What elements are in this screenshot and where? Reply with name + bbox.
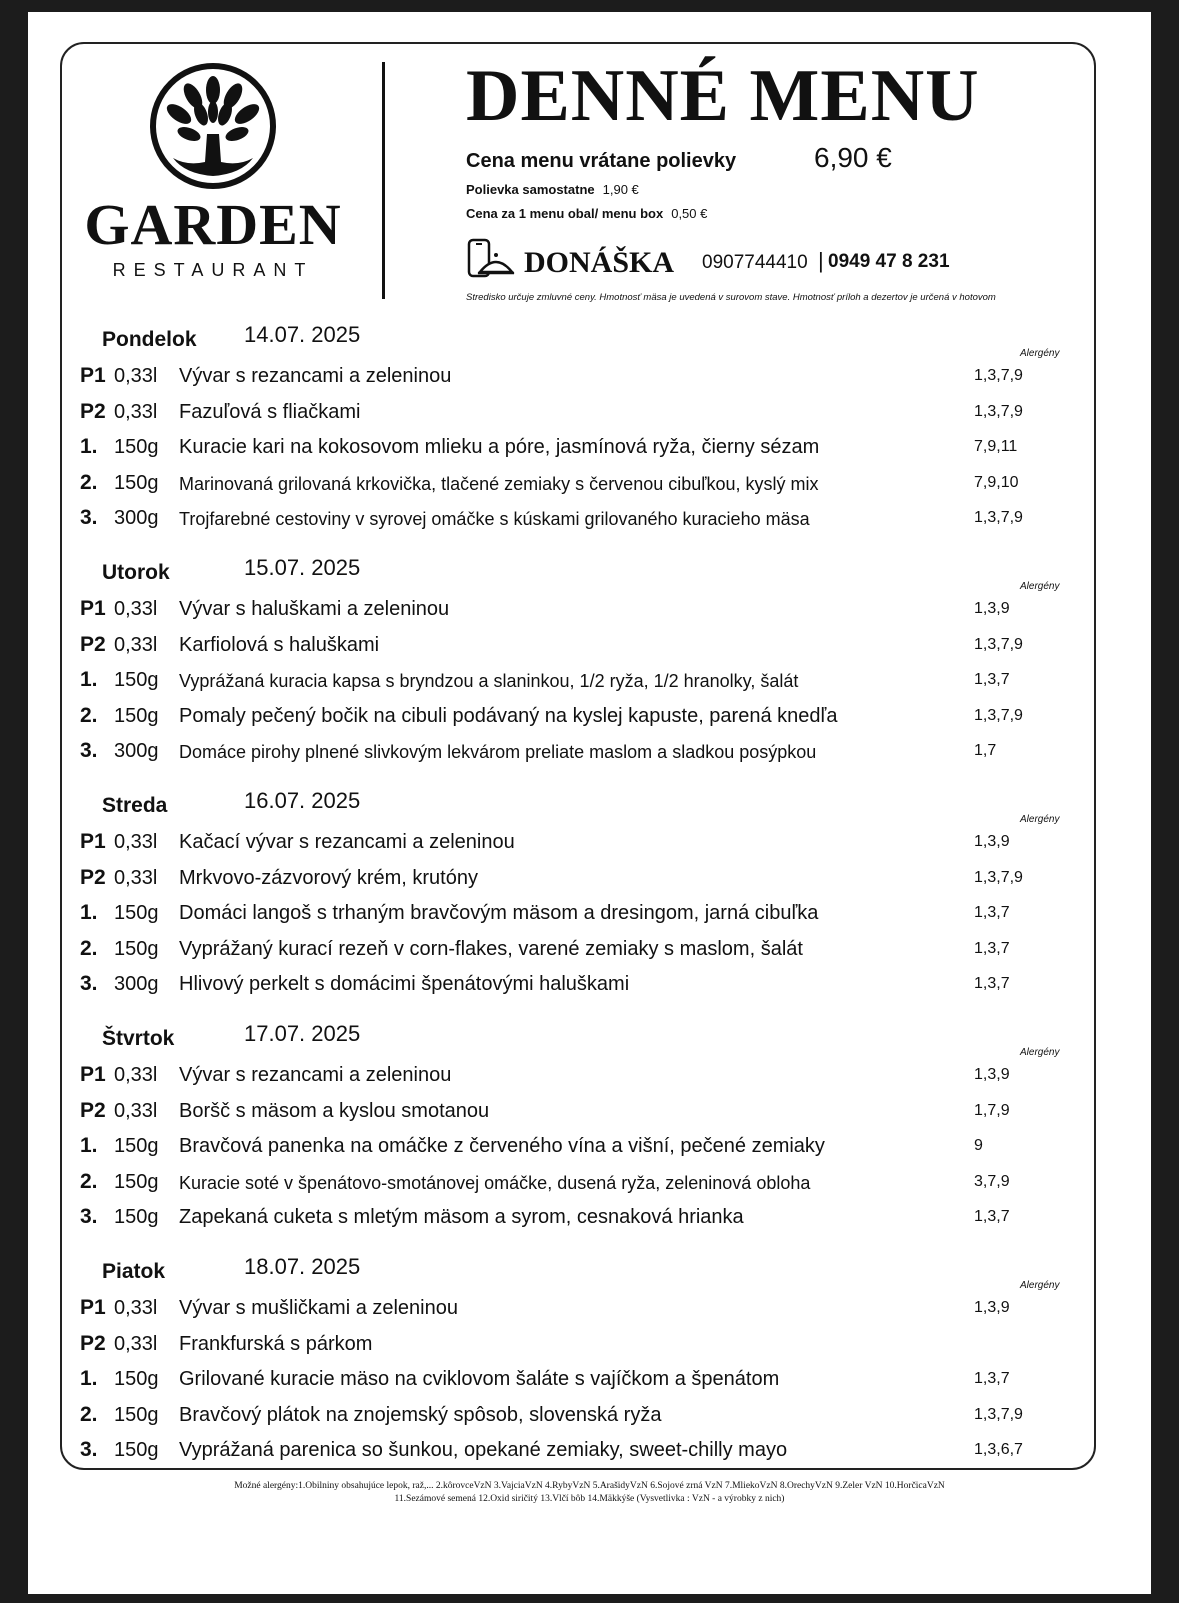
phone-number-2[interactable]: 0949 47 8 231 xyxy=(828,251,950,272)
item-code: 2. xyxy=(80,936,98,960)
item-dish: Vyprážaná kuracia kapsa s bryndzou a slaninkou, 1/2 ryža, 1/2 hranolky, šalát xyxy=(179,671,799,691)
item-quantity: 150g xyxy=(114,1135,159,1157)
day-name: Piatok xyxy=(102,1260,166,1283)
item-code: 2. xyxy=(80,1169,98,1193)
header-divider xyxy=(382,62,385,299)
item-allergens: 1,3,7 xyxy=(974,1208,1010,1225)
day-section xyxy=(80,788,1090,1000)
phone-number-1[interactable]: 0907744410 xyxy=(702,252,808,273)
item-dish: Frankfurská s párkom xyxy=(179,1332,373,1355)
item-allergens: 1,3,7,9 xyxy=(974,635,1023,653)
menu-item-row xyxy=(80,463,1090,499)
item-allergens: 1,3,6,7 xyxy=(974,1441,1023,1458)
allergens-header: Alergény xyxy=(1020,1047,1060,1058)
item-allergens: 1,3,7,9 xyxy=(974,868,1023,886)
item-quantity: 0,33l xyxy=(114,365,158,387)
day-date: 18.07. 2025 xyxy=(244,1254,361,1279)
menu-item-row xyxy=(80,589,1090,625)
item-allergens: 1,3,7,9 xyxy=(974,509,1023,526)
day-name: Utorok xyxy=(102,561,170,584)
item-quantity: 150g xyxy=(114,1170,159,1193)
menu-price-row xyxy=(466,142,1086,176)
item-code: 1. xyxy=(80,901,98,924)
item-quantity: 150g xyxy=(114,1403,159,1426)
item-code: 2. xyxy=(80,1402,98,1426)
menu-item-row xyxy=(80,1162,1090,1198)
item-quantity: 0,33l xyxy=(114,866,158,889)
item-allergens: 7,9,11 xyxy=(974,438,1018,455)
menu-item-row xyxy=(80,893,1090,929)
item-quantity: 150g xyxy=(114,704,159,727)
item-dish: Pomaly pečený bočik na cibuli podávaný na kyslej kapuste, parená knedľa xyxy=(179,704,838,727)
item-quantity: 150g xyxy=(114,1439,159,1461)
menu-item-row xyxy=(80,427,1090,463)
item-quantity: 150g xyxy=(114,436,159,458)
item-allergens: 1,3,7,9 xyxy=(974,1405,1023,1423)
pricing-note: Stredisko určuje zmluvné ceny. Hmotnosť mäsa je uvedená v surovom stave. Hmotnosť príloh a dezertov je určená v hotovom xyxy=(466,292,996,303)
item-dish: Marinovaná grilovaná krkovička, tlačené zemiaky s červenou cibuľkou, kyslý mix xyxy=(179,473,819,494)
item-allergens: 1,3,9 xyxy=(974,1066,1010,1083)
item-code: 3. xyxy=(80,1205,98,1228)
day-header xyxy=(80,1254,1090,1291)
menu-item-row xyxy=(80,1430,1090,1466)
menu-item-row xyxy=(80,929,1090,965)
allergen-legend xyxy=(28,1480,1151,1506)
menu-item-row xyxy=(80,858,1090,894)
item-code: P1 xyxy=(80,830,106,853)
restaurant-name: GARDEN xyxy=(84,192,342,257)
item-code: 2. xyxy=(80,470,98,494)
item-quantity: 300g xyxy=(114,740,159,762)
menu-item-row xyxy=(80,1055,1090,1091)
delivery-icon xyxy=(466,238,516,287)
item-code: 2. xyxy=(80,703,98,727)
item-code: 1. xyxy=(80,435,98,458)
item-code: P1 xyxy=(80,1296,106,1319)
item-code: 3. xyxy=(80,739,98,762)
page-title: DENNÉ MENU xyxy=(466,55,980,137)
day-section xyxy=(80,1021,1090,1233)
allergen-legend-line-2: 11.Sezámové semená 12.Oxid siričitý 13.Vlčí bôb 14.Mäkkýše (Vysvetlivka : VzN - a výrobky z nich) xyxy=(394,1494,785,1504)
menu-item-row xyxy=(80,392,1090,428)
menu-item-row xyxy=(80,1288,1090,1324)
day-name: Streda xyxy=(102,794,168,817)
item-code: P2 xyxy=(80,399,106,423)
box-price-value: 0,50 € xyxy=(671,206,708,221)
item-dish: Grilované kuracie mäso na cviklovom šaláte s vajíčkom a špenátom xyxy=(179,1368,780,1390)
item-dish: Vývar s rezancami a zeleninou xyxy=(179,1064,452,1086)
item-quantity: 0,33l xyxy=(114,633,158,656)
item-dish: Domáce pirohy plnené slivkovým lekvárom preliate maslom a sladkou posýpkou xyxy=(179,742,817,762)
item-allergens: 1,3,7 xyxy=(974,1370,1010,1387)
item-dish: Bravčová panenka na omáčke z červeného vína a višní, pečené zemiaky xyxy=(179,1135,825,1157)
menu-item-row xyxy=(80,1359,1090,1395)
menu-item-row xyxy=(80,964,1090,1000)
item-dish: Domáci langoš s trhaným bravčovým mäsom a dresingom, jarná cibuľka xyxy=(179,902,819,924)
item-quantity: 0,33l xyxy=(114,1332,158,1355)
menu-item-row xyxy=(80,1126,1090,1162)
item-allergens: 1,3,9 xyxy=(974,833,1010,850)
day-header xyxy=(80,1021,1090,1058)
day-date: 14.07. 2025 xyxy=(244,322,361,347)
item-quantity: 150g xyxy=(114,471,159,494)
item-quantity: 300g xyxy=(114,973,159,995)
menu-item-row xyxy=(80,731,1090,767)
item-quantity: 0,33l xyxy=(114,831,158,853)
menu-item-row xyxy=(80,625,1090,661)
menu-item-row xyxy=(80,356,1090,392)
item-code: 1. xyxy=(80,668,98,691)
item-dish: Kuracie soté v špenátovo-smotánovej omáčke, dusená ryža, zeleninová obloha xyxy=(179,1172,811,1193)
tree-icon xyxy=(149,62,277,190)
item-code: P1 xyxy=(80,1063,106,1086)
item-dish: Hlivový perkelt s domácimi špenátovými haluškami xyxy=(179,973,630,995)
item-dish: Vyprážaný kurací rezeň v corn-flakes, varené zemiaky s maslom, šalát xyxy=(179,937,803,960)
menu-item-row xyxy=(80,822,1090,858)
item-dish: Mrkvovo-zázvorový krém, krutóny xyxy=(179,866,478,889)
item-quantity: 300g xyxy=(114,507,159,529)
day-date: 16.07. 2025 xyxy=(244,788,361,813)
item-code: 1. xyxy=(80,1367,98,1390)
box-price-row xyxy=(466,206,1086,224)
soup-price-row xyxy=(466,182,1086,200)
item-quantity: 150g xyxy=(114,902,159,924)
item-quantity: 150g xyxy=(114,1206,159,1228)
allergen-legend-line-1: Možné alergény:1.Obilniny obsahujúce lepok, raž,... 2.kôrovceVzN 3.VajciaVzN 4.RybyVzN 5.ArašidyVzN 6.Sojové zrná VzN 7.MliekoVzN 8.OrechyVzN 9.Zeler VzN 10.HorčicaVzN xyxy=(234,1481,945,1491)
allergens-header: Alergény xyxy=(1020,348,1060,359)
item-code: 3. xyxy=(80,972,98,995)
item-allergens: 1,7,9 xyxy=(974,1101,1010,1119)
delivery-label: DONÁŠKA xyxy=(524,246,675,279)
soup-price-value: 1,90 € xyxy=(602,182,639,197)
item-quantity: 0,33l xyxy=(114,1064,158,1086)
menu-item-row xyxy=(80,660,1090,696)
item-dish: Vývar s haluškami a zeleninou xyxy=(179,598,450,620)
item-allergens: 7,9,10 xyxy=(974,473,1019,491)
allergens-header: Alergény xyxy=(1020,814,1060,825)
item-dish: Vývar s mušličkami a zeleninou xyxy=(179,1297,458,1319)
day-section xyxy=(80,1254,1090,1466)
menu-item-row xyxy=(80,1395,1090,1431)
day-date: 17.07. 2025 xyxy=(244,1021,361,1046)
item-allergens: 1,3,7,9 xyxy=(974,706,1023,724)
allergens-header: Alergény xyxy=(1020,1280,1060,1291)
menu-price-label: Cena menu vrátane polievky xyxy=(466,150,737,172)
item-dish: Karfiolová s haluškami xyxy=(179,633,380,656)
item-allergens: 1,3,7 xyxy=(974,975,1010,992)
item-dish: Boršč s mäsom a kyslou smotanou xyxy=(179,1099,490,1122)
soup-price-label: Polievka samostatne xyxy=(466,182,595,197)
item-code: P1 xyxy=(80,597,106,620)
day-name: Pondelok xyxy=(102,328,197,351)
item-code: P2 xyxy=(80,632,106,656)
box-price-label: Cena za 1 menu obal/ menu box xyxy=(466,206,664,221)
day-header xyxy=(80,555,1090,592)
item-allergens: 1,3,7,9 xyxy=(974,367,1023,384)
delivery-row xyxy=(466,238,1086,282)
item-allergens: 3,7,9 xyxy=(974,1172,1010,1190)
item-allergens: 9 xyxy=(974,1137,983,1154)
item-allergens: 1,3,7,9 xyxy=(974,402,1023,420)
item-dish: Kačací vývar s rezancami a zeleninou xyxy=(179,831,515,853)
menu-item-row xyxy=(80,498,1090,534)
restaurant-logo xyxy=(78,62,348,312)
menu-header xyxy=(466,55,1086,303)
item-quantity: 0,33l xyxy=(114,400,158,423)
day-header xyxy=(80,788,1090,825)
day-date: 15.07. 2025 xyxy=(244,555,361,580)
item-dish: Trojfarebné cestoviny v syrovej omáčke s kúskami grilovaného kuracieho mäsa xyxy=(179,509,810,529)
menu-item-row xyxy=(80,1197,1090,1233)
item-dish: Fazuľová s fliačkami xyxy=(179,400,361,423)
day-section xyxy=(80,322,1090,534)
item-code: 3. xyxy=(80,1438,98,1461)
item-quantity: 150g xyxy=(114,669,159,691)
item-dish: Bravčový plátok na znojemský spôsob, slovenská ryža xyxy=(179,1403,662,1426)
item-allergens: 1,3,9 xyxy=(974,1299,1010,1316)
item-code: P2 xyxy=(80,1098,106,1122)
day-name: Štvrtok xyxy=(102,1027,175,1050)
menu-price-value: 6,90 € xyxy=(814,142,892,173)
item-allergens: 1,3,7 xyxy=(974,939,1010,957)
item-code: P1 xyxy=(80,364,106,387)
item-code: P2 xyxy=(80,865,106,889)
item-dish: Kuracie kari na kokosovom mlieku a póre, jasmínová ryža, čierny sézam xyxy=(179,436,820,458)
item-quantity: 0,33l xyxy=(114,1099,158,1122)
item-allergens: 1,7 xyxy=(974,742,997,759)
allergens-header: Alergény xyxy=(1020,581,1060,592)
menu-item-row xyxy=(80,1324,1090,1360)
item-quantity: 150g xyxy=(114,937,159,960)
item-dish: Zapekaná cuketa s mletým mäsom a syrom, cesnaková hrianka xyxy=(179,1206,744,1228)
restaurant-subtitle: RESTAURANT xyxy=(112,260,314,280)
item-quantity: 150g xyxy=(114,1368,159,1390)
item-code: 3. xyxy=(80,506,98,529)
item-dish: Vývar s rezancami a zeleninou xyxy=(179,365,452,387)
item-allergens: 1,3,7 xyxy=(974,671,1010,688)
item-quantity: 0,33l xyxy=(114,598,158,620)
day-header xyxy=(80,322,1090,359)
day-section xyxy=(80,555,1090,767)
item-code: 1. xyxy=(80,1134,98,1157)
phone-separator: | xyxy=(818,248,824,273)
item-dish: Vyprážaná parenica so šunkou, opekané zemiaky, sweet-chilly mayo xyxy=(179,1439,788,1461)
item-quantity: 0,33l xyxy=(114,1297,158,1319)
menu-item-row xyxy=(80,1091,1090,1127)
item-code: P2 xyxy=(80,1331,106,1355)
menu-item-row xyxy=(80,696,1090,732)
item-allergens: 1,3,7 xyxy=(974,904,1010,921)
item-allergens: 1,3,9 xyxy=(974,600,1010,617)
